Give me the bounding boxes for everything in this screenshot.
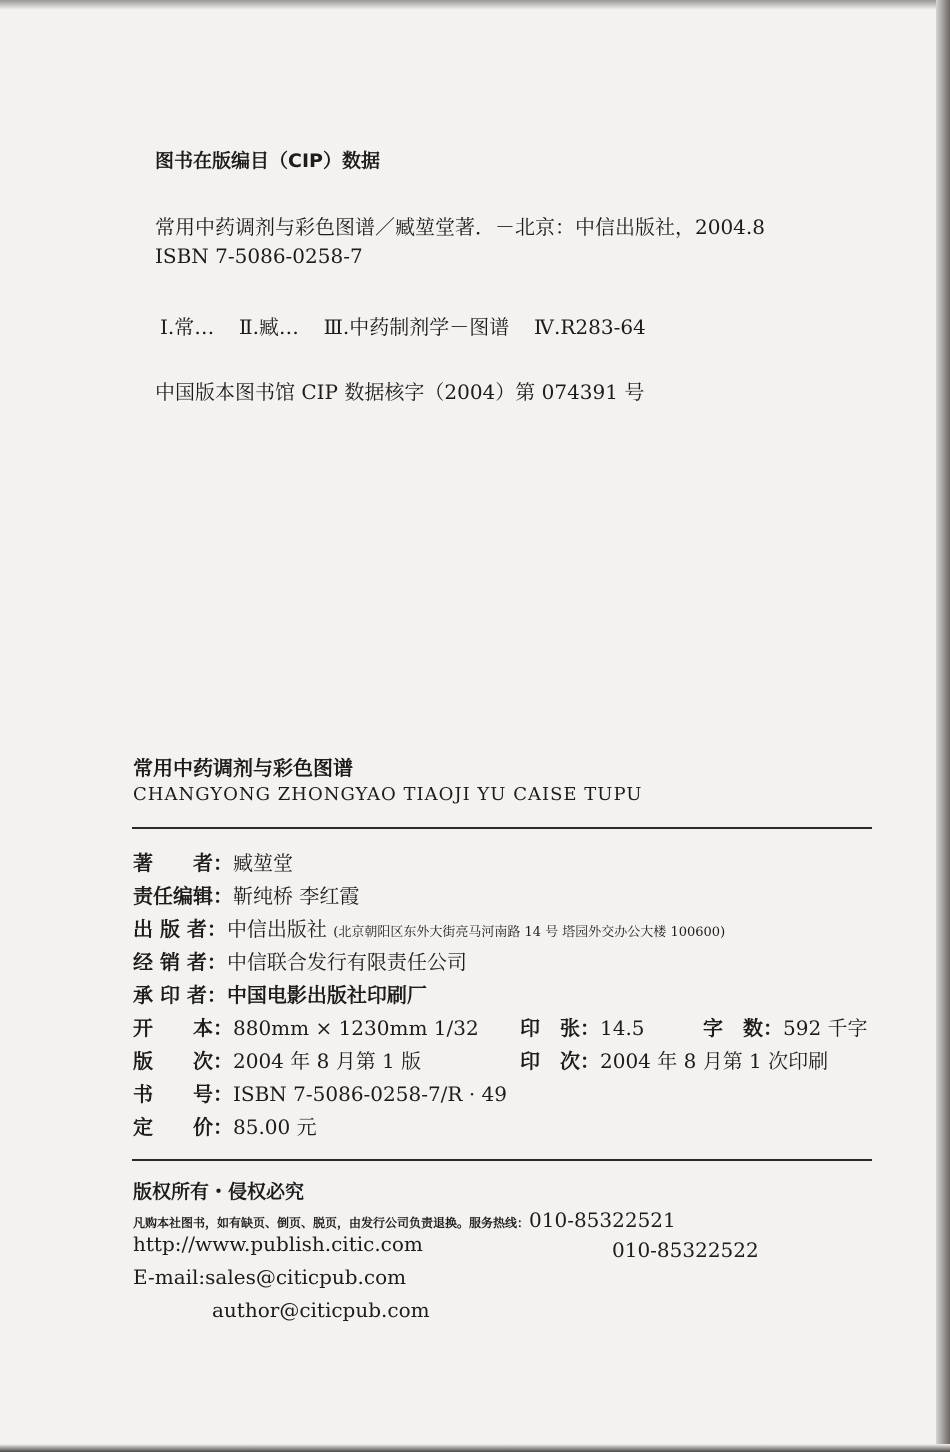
printer-value: 中国电影出版社印刷厂 (226, 983, 427, 1007)
sheets-label: 印 张： (520, 1016, 600, 1040)
edition-value: 2004 年 8 月第 1 版 (233, 1049, 422, 1073)
publisher-row (133, 913, 725, 942)
edition-row (133, 1045, 421, 1074)
editor-row (133, 880, 359, 909)
bookno-value: ISBN 7-5086-0258-7/R · 49 (233, 1082, 507, 1106)
service-phone-1: 010-85322521 (529, 1208, 676, 1232)
book-title-chinese: 常用中药调剂与彩色图谱 (133, 756, 353, 780)
email-author: author@citicpub.com (212, 1298, 430, 1322)
page-right-edge (936, 0, 950, 1452)
publisher-value: 中信出版社 (226, 917, 327, 941)
cip-record-number: 中国版本图书馆 CIP 数据核字（2004）第 074391 号 (155, 380, 645, 404)
copyright-notice: 版权所有・侵权必究 (133, 1181, 305, 1203)
format-label: 开 本： (133, 1016, 233, 1040)
printing-field (520, 1045, 828, 1074)
website-url: http://www.publish.citic.com (133, 1232, 423, 1256)
divider-top (132, 827, 872, 829)
service-phone-2: 010-85322522 (612, 1238, 759, 1262)
bookno-row (133, 1078, 507, 1107)
printing-value: 2004 年 8 月第 1 次印刷 (600, 1049, 829, 1073)
email-label: E-mail: (133, 1265, 206, 1289)
email-sales: sales@citicpub.com (205, 1265, 407, 1289)
distributor-value: 中信联合发行有限责任公司 (226, 950, 467, 974)
printing-label: 印 次： (520, 1049, 600, 1073)
author-label: 著 者： (133, 851, 233, 875)
sheets-field (520, 1012, 645, 1041)
price-value: 85.00 元 (233, 1115, 317, 1139)
bookno-label: 书 号： (133, 1082, 233, 1106)
email-row (133, 1265, 406, 1289)
cip-isbn-line: ISBN 7-5086-0258-7 (155, 244, 363, 268)
return-notice: 凡购本社图书，如有缺页、倒页、脱页，由发行公司负责退换。服务热线： (133, 1216, 530, 1230)
page-bottom-edge (0, 1444, 950, 1452)
page-top-edge (0, 0, 950, 10)
words-value: 592 千字 (783, 1016, 868, 1040)
cip-heading: 图书在版编目（CIP）数据 (155, 150, 380, 172)
sheets-value: 14.5 (600, 1016, 645, 1040)
editor-label: 责任编辑： (133, 884, 233, 908)
price-label: 定 价： (133, 1115, 233, 1139)
author-value: 臧堃堂 (233, 851, 293, 875)
divider-bottom (132, 1159, 872, 1161)
format-row (133, 1012, 479, 1041)
distributor-label: 经 销 者： (133, 950, 227, 974)
printer-label: 承 印 者： (133, 983, 227, 1007)
cip-classification: Ⅰ.常… Ⅱ.臧… Ⅲ.中药制剂学－图谱 Ⅳ.R283-64 (160, 315, 646, 339)
words-label: 字 数： (703, 1016, 783, 1040)
publisher-label: 出 版 者： (133, 917, 227, 941)
cip-title-line: 常用中药调剂与彩色图谱／臧堃堂著．－北京：中信出版社，2004.8 (155, 215, 765, 239)
service-row (133, 1208, 676, 1232)
words-field (703, 1012, 868, 1041)
format-value: 880mm × 1230mm 1/32 (233, 1016, 479, 1040)
publisher-address: (北京朝阳区东外大街亮马河南路 14 号 塔园外交办公大楼 100600) (333, 925, 726, 940)
price-row (133, 1111, 317, 1140)
author-row (133, 847, 293, 876)
printer-row (133, 979, 427, 1008)
edition-label: 版 次： (133, 1049, 233, 1073)
book-title-pinyin: CHANGYONG ZHONGYAO TIAOJI YU CAISE TUPU (133, 784, 643, 805)
distributor-row (133, 946, 467, 975)
editor-value: 靳纯桥 李红霞 (233, 884, 360, 908)
